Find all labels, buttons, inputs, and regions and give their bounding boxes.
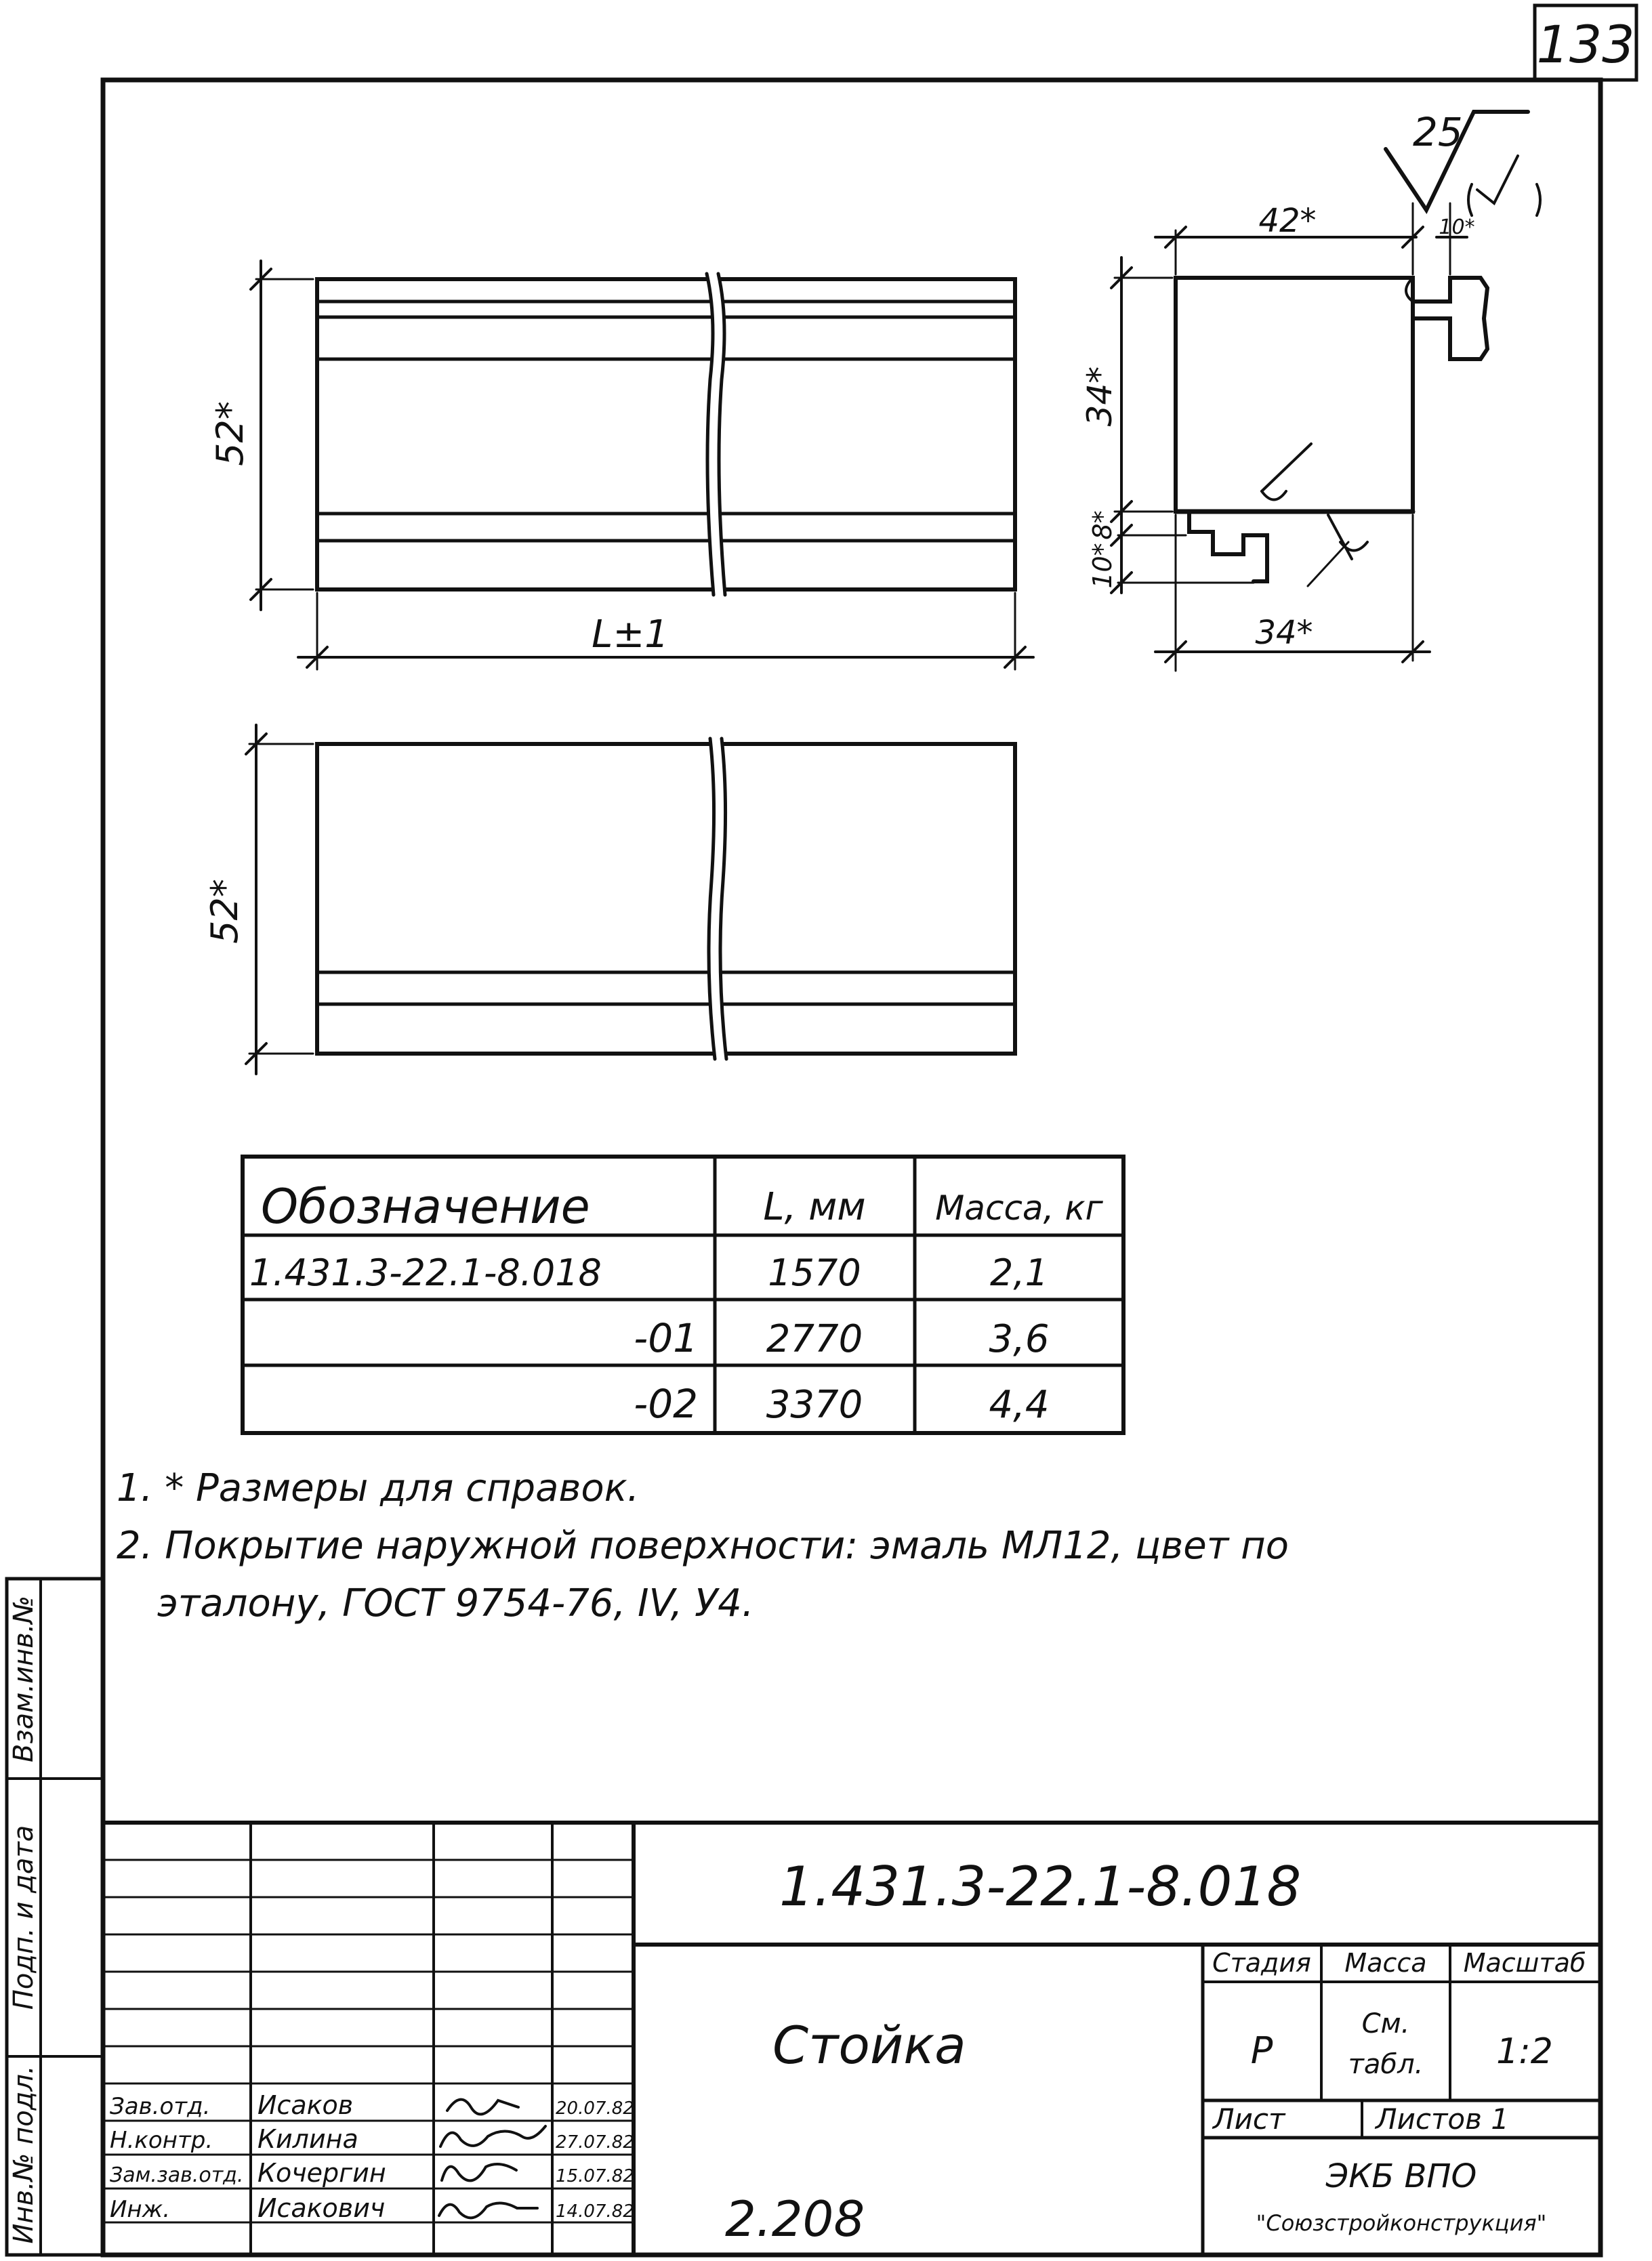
signature-role: Зам.зав.отд. [110, 2163, 244, 2187]
section-groove-dim: 10* [1088, 543, 1117, 589]
label-sheet: Лист [1213, 2102, 1285, 2136]
stamp-replaced-inv: Взам.инв.№ [8, 1595, 39, 1763]
signature-name: Исакович [257, 2193, 386, 2223]
label-sheets: Листов 1 [1376, 2102, 1509, 2136]
table-row-length: 1570 [768, 1251, 861, 1294]
signature-name: Килина [257, 2124, 358, 2154]
signature-role: Инж. [110, 2196, 171, 2223]
note-2-line-2: эталону, ГОСТ 9754-76, IV, У4. [157, 1581, 754, 1625]
table-header-length: L, мм [763, 1185, 866, 1229]
label-stage: Стадия [1212, 1948, 1311, 1978]
front-height-dim: 52* [209, 401, 251, 466]
signature-mark [447, 2100, 518, 2115]
signature-date: 14.07.82 [556, 2201, 634, 2222]
table-row-designation: -01 [634, 1315, 698, 1361]
value-scale: 1:2 [1496, 2031, 1553, 2072]
value-mass-line1: См. [1361, 2008, 1410, 2039]
page-number: 133 [1536, 14, 1635, 75]
roughness-value: 25 [1413, 109, 1463, 155]
product-name: Стойка [772, 2015, 966, 2075]
section-view [1111, 203, 1487, 671]
table-row-mass: 2,1 [990, 1251, 1048, 1294]
sheet-format: 2.208 [725, 2191, 865, 2247]
table-row-mass: 4,4 [989, 1383, 1050, 1427]
document-code: 1.431.3-22.1-8.018 [779, 1855, 1302, 1918]
signature-name: Исаков [257, 2090, 354, 2120]
signature-date: 15.07.82 [556, 2166, 634, 2186]
table-row-designation: -02 [634, 1381, 698, 1427]
value-stage: Р [1250, 2029, 1273, 2072]
roughness-symbol [1386, 112, 1540, 215]
value-mass-line2: табл. [1348, 2049, 1424, 2080]
section-base-dim: 34* [1255, 614, 1313, 652]
signature-date: 27.07.82 [556, 2132, 634, 2153]
organization-line-2: "Союзстройконструкция" [1256, 2210, 1547, 2236]
organization-line-1: ЭКБ ВПО [1325, 2157, 1477, 2195]
section-slot-dim: 8* [1088, 510, 1117, 540]
signature-role: Н.контр. [110, 2127, 213, 2154]
table-row-length: 3370 [766, 1383, 863, 1427]
signature-mark [440, 2126, 545, 2146]
section-tongue-dim: 10* [1439, 215, 1475, 239]
section-height-dim: 34* [1080, 366, 1119, 427]
table-row-length: 2770 [766, 1317, 863, 1361]
bottom-height-dim: 52* [203, 879, 246, 944]
front-view [251, 261, 1033, 669]
front-length-dim: L±1 [592, 613, 669, 657]
table-header-mass: Масса, кг [935, 1188, 1103, 1228]
stamp-sign-date: Подп. и дата [8, 1825, 39, 2010]
signature-mark [439, 2203, 537, 2218]
bottom-view [246, 725, 1015, 1074]
note-1: 1. * Размеры для справок. [117, 1466, 640, 1510]
stamp-inv-original: Инв.№ подл. [8, 2065, 39, 2244]
note-2-line-1: 2. Покрытие наружной поверхности: эмаль МЛ12, цвет по [117, 1524, 1289, 1568]
signature-date: 20.07.82 [556, 2098, 634, 2119]
signature-role: Зав.отд. [110, 2093, 211, 2120]
table-row-mass: 3,6 [989, 1317, 1050, 1361]
table-header-designation: Обозначение [261, 1179, 590, 1235]
label-mass: Масса [1344, 1948, 1427, 1978]
signature-name: Кочергин [257, 2158, 386, 2188]
section-width-dim: 42* [1258, 202, 1317, 240]
signature-mark [442, 2164, 516, 2180]
table-row-designation: 1.431.3-22.1-8.018 [249, 1251, 602, 1294]
label-scale: Масштаб [1463, 1948, 1586, 1978]
